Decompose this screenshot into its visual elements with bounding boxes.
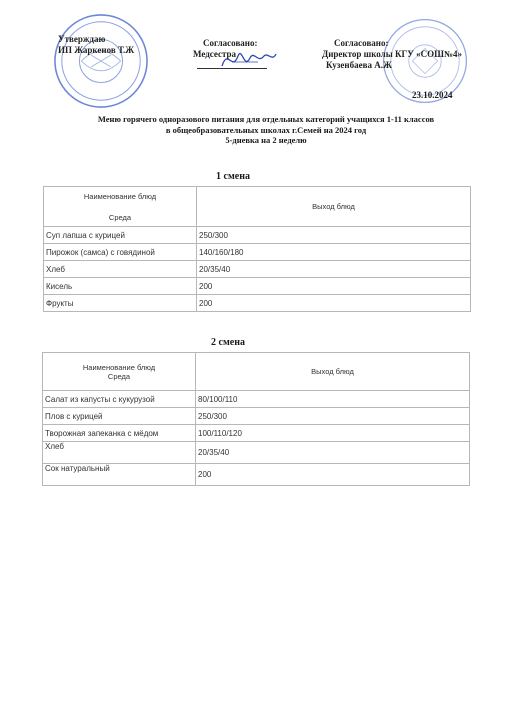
header-dish-cell (44, 187, 197, 227)
output-cell: 200 (197, 278, 471, 295)
dish-cell: Хлеб (44, 261, 197, 278)
dish-cell: Пирожок (самса) с говядиной (44, 244, 197, 261)
menu-title-line3: 5-дневка на 2 неделю (225, 135, 307, 145)
approval-date: 23.10.2024 (412, 90, 453, 100)
table-row (44, 261, 471, 278)
table-row (43, 425, 470, 442)
table-row (43, 391, 470, 408)
approval-left (58, 34, 134, 56)
dish-cell: Хлеб (43, 442, 196, 464)
shift1-title: 1 смена (216, 171, 250, 182)
output-cell: 140/160/180 (197, 244, 471, 261)
approval-right-role: Директор школы КГУ «СОШ№4» (322, 49, 463, 59)
approval-right-person: Кузенбаева А.Ж (326, 60, 392, 70)
dish-cell: Сок натуральный (43, 464, 196, 486)
table-header-row (43, 353, 470, 391)
dish-cell: Творожная запеканка с мёдом (43, 425, 196, 442)
dish-cell: Салат из капусты с кукурузой (43, 391, 196, 408)
shift2-title: 2 смена (211, 337, 245, 348)
dish-cell: Плов с курицей (43, 408, 196, 425)
menu-title (0, 114, 514, 146)
output-cell: 20/35/40 (196, 442, 470, 464)
header-output: Выход блюд (196, 353, 470, 391)
output-cell: 200 (196, 464, 470, 486)
header-day: Среда (107, 371, 131, 381)
header-dish-cell (43, 353, 196, 391)
table-row (43, 442, 470, 464)
approval-mid-title: Согласовано: (203, 38, 258, 48)
menu-table-shift2 (42, 352, 470, 486)
menu-title-line2: в общеобразовательных школах г.Семей на 2024 год (165, 124, 367, 135)
dish-cell: Фрукты (44, 295, 197, 312)
table-row (43, 464, 470, 486)
approval-mid-role: Медсестра (193, 49, 237, 59)
table-row (44, 295, 471, 312)
header-dish: Наименование блюд (82, 362, 156, 372)
approval-right (322, 38, 462, 71)
table-row (44, 227, 471, 244)
dish-cell: Суп лапша с курицей (44, 227, 197, 244)
output-cell: 200 (197, 295, 471, 312)
table-row (44, 278, 471, 295)
menu-table-shift1 (43, 186, 471, 312)
approval-left-person: ИП Жаркенов Т.Ж (58, 45, 135, 55)
approval-left-title: Утверждаю (58, 34, 106, 44)
output-cell: 80/100/110 (196, 391, 470, 408)
signature-line (197, 60, 267, 69)
header-day: Среда (108, 212, 132, 222)
approval-right-title: Согласовано: (334, 38, 389, 48)
output-cell: 250/300 (196, 408, 470, 425)
output-cell: 250/300 (197, 227, 471, 244)
output-cell: 100/110/120 (196, 425, 470, 442)
output-cell: 20/35/40 (197, 261, 471, 278)
table-row (43, 408, 470, 425)
header-dish: Наименование блюд (83, 191, 157, 201)
dish-cell: Кисель (44, 278, 197, 295)
approval-mid (193, 38, 267, 72)
table-row (44, 244, 471, 261)
menu-title-line1: Меню горячего одноразового питания для отдельных категорий учащихся 1-11 классов (97, 114, 435, 124)
seal-stamp-left (52, 12, 150, 110)
table-header-row (44, 187, 471, 227)
header-output: Выход блюд (197, 187, 471, 227)
